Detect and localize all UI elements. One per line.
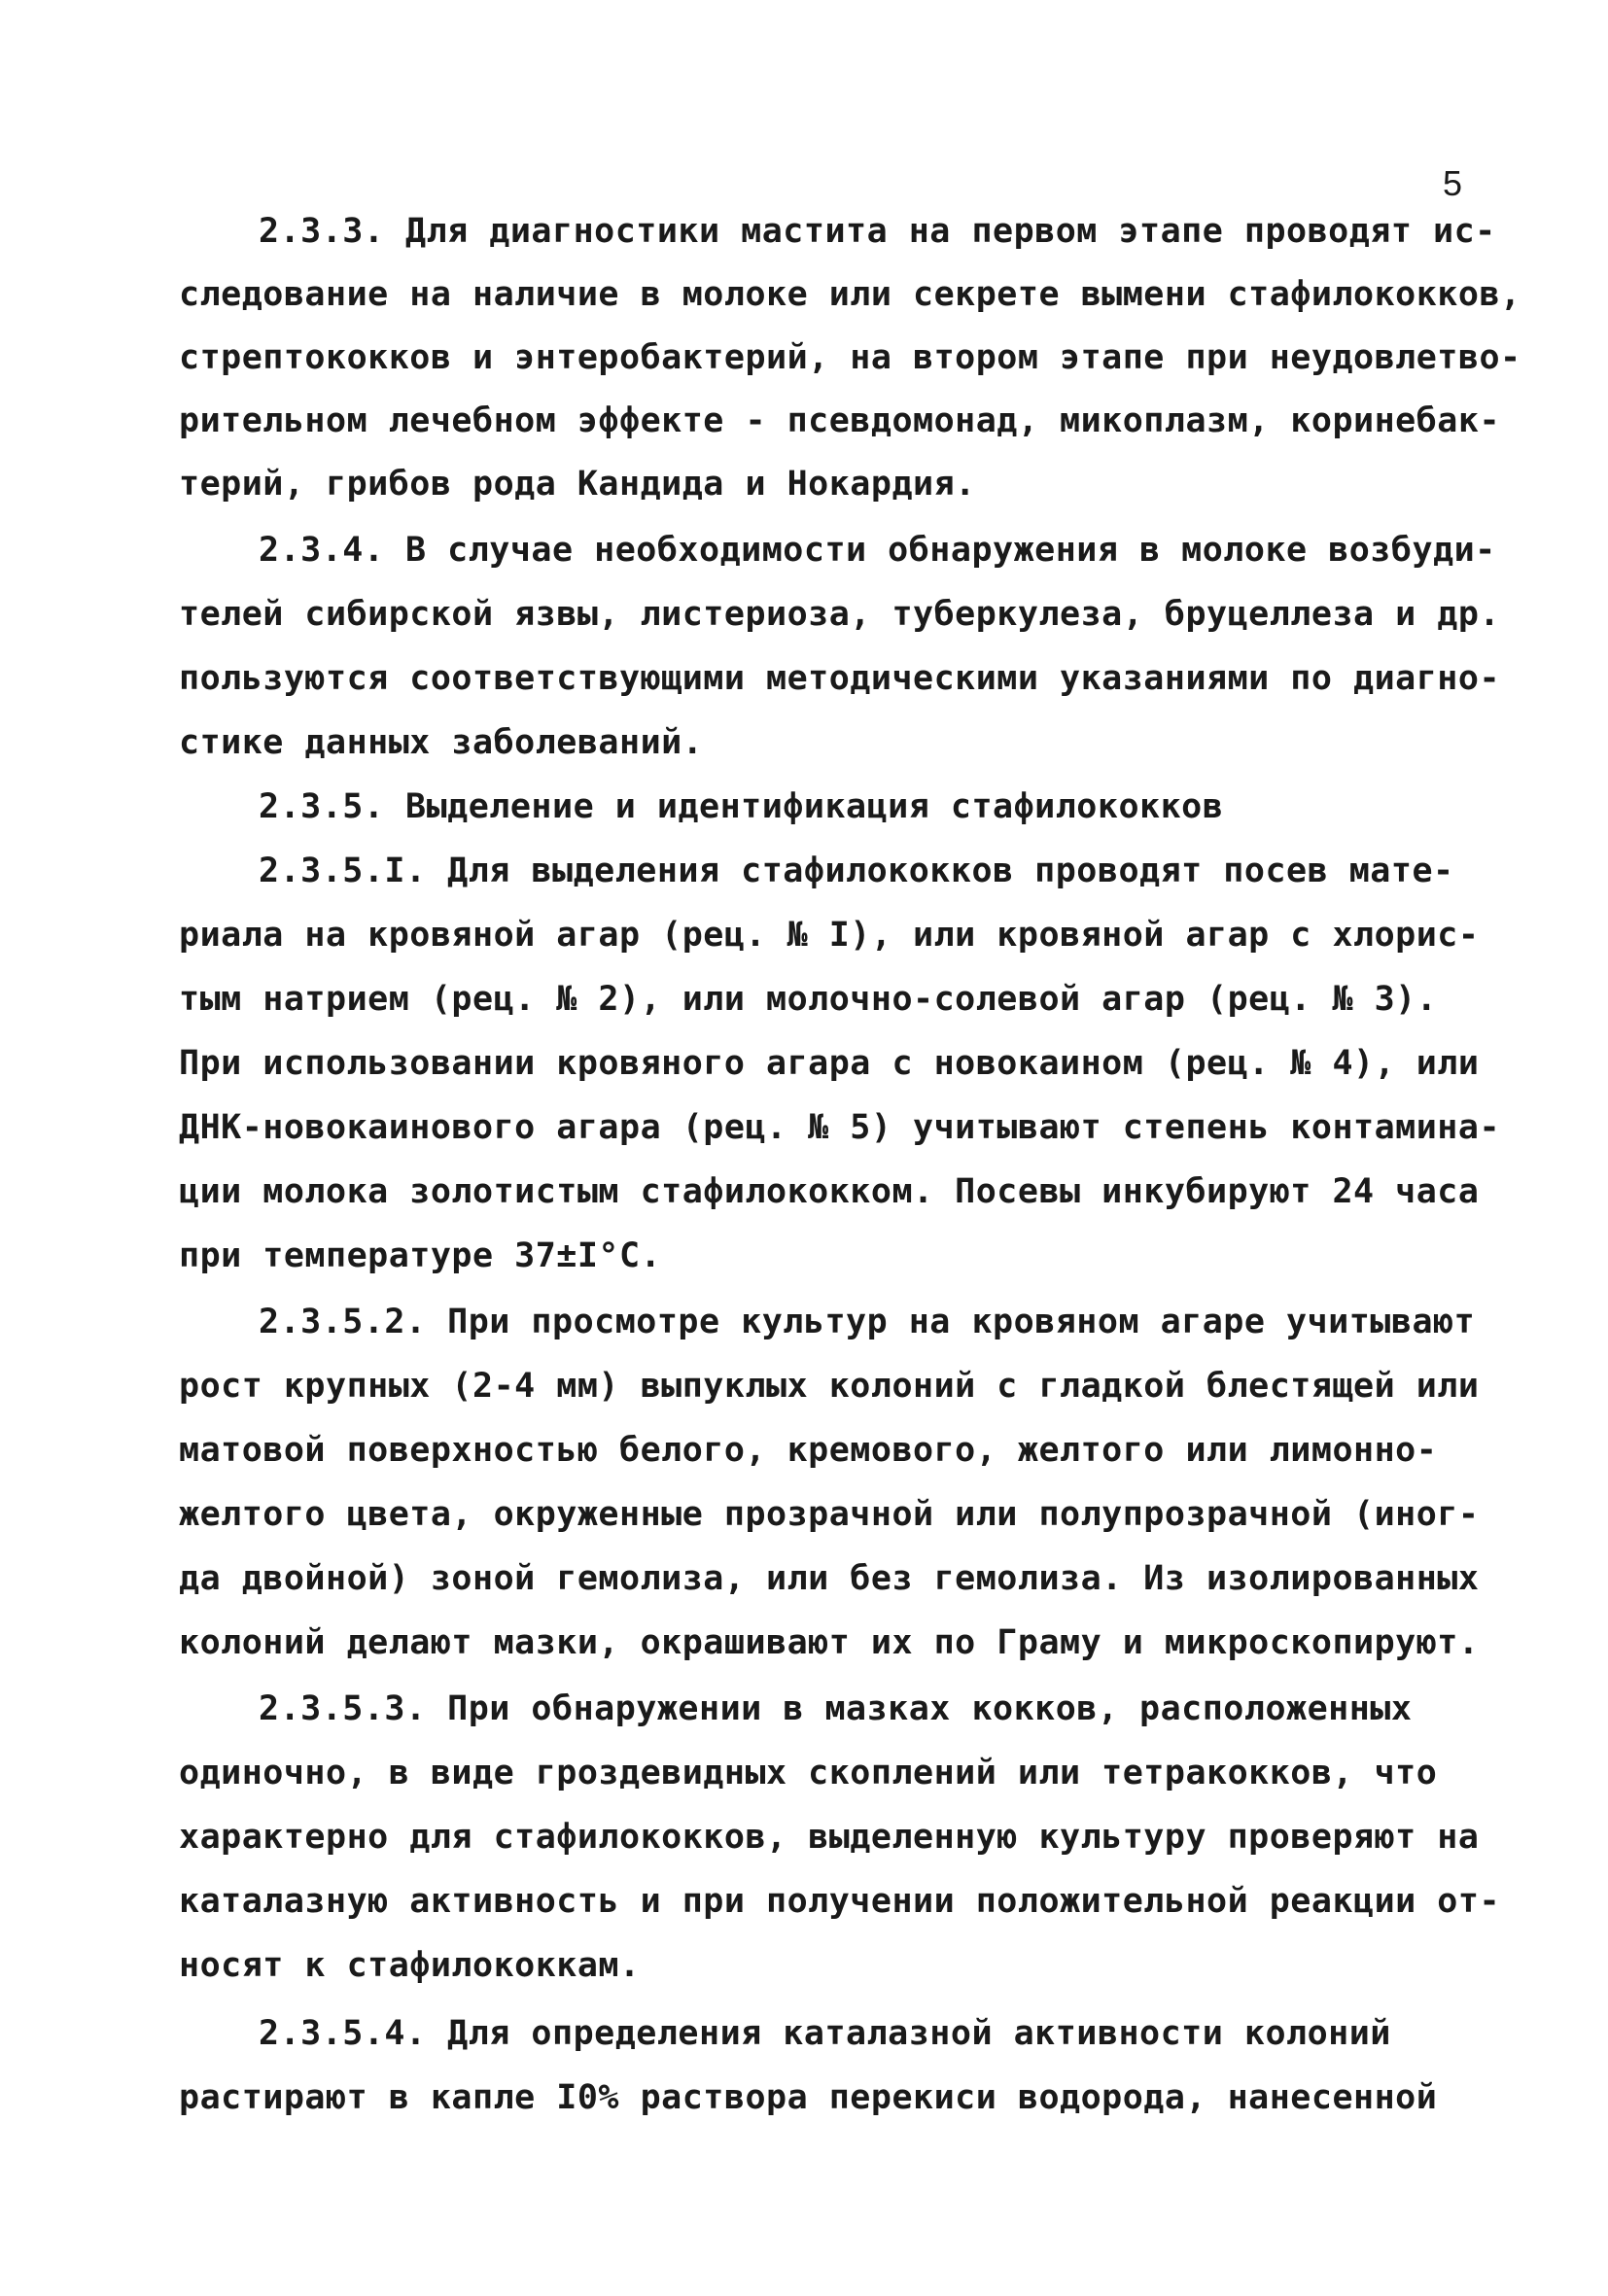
text-line: желтого цвета, окруженные прозрачной или полупрозрачной (иног- <box>179 1495 1480 1534</box>
text-line: терий, грибов рода Кандида и Нокардия. <box>179 465 976 504</box>
section-heading: 2.3.5. Выделение и идентификация стафилококков <box>259 787 1224 826</box>
text-line: стике данных заболеваний. <box>179 723 704 762</box>
text-line: каталазную активность и при получении положительной реакции от- <box>179 1882 1501 1921</box>
page-number: 5 <box>1442 163 1462 203</box>
text-line: риала на кровяной агар (рец. № I), или кровяной агар с хлорис- <box>179 916 1480 955</box>
text-line: тым натрием (рец. № 2), или молочно-солевой агар (рец. № 3). <box>179 980 1438 1019</box>
text-line: да двойной) зоной гемолиза, или без гемолиза. Из изолированных <box>179 1559 1480 1598</box>
text-line: пользуются соответствующими методическими указаниями по диагно- <box>179 659 1501 698</box>
text-line: 2.3.5.2. При просмотре культур на кровяном агаре учитывают <box>259 1303 1476 1341</box>
text-line: При использовании кровяного агара с новокаином (рец. № 4), или <box>179 1044 1480 1083</box>
text-line: 2.3.4. В случае необходимости обнаружения в молоке возбуди- <box>259 531 1496 570</box>
text-line: растирают в капле I0% раствора перекиси водорода, нанесенной <box>179 2078 1438 2117</box>
text-line: носят к стафилококкам. <box>179 1946 641 1985</box>
text-line: матовой поверхностью белого, кремового, желтого или лимонно- <box>179 1431 1438 1470</box>
text-line: 2.3.5.I. Для выделения стафилококков проводят посев мате- <box>259 852 1454 890</box>
text-line: колоний делают мазки, окрашивают их по Граму и микроскопируют. <box>179 1623 1480 1662</box>
text-line: следование на наличие в молоке или секрете вымени стафилококков, <box>179 275 1521 314</box>
text-line: ции молока золотистым стафилококком. Посевы инкубируют 24 часа <box>179 1172 1480 1211</box>
text-line: ДНК-новокаинового агара (рец. № 5) учитывают степень контамина- <box>179 1108 1501 1147</box>
text-line: одиночно, в виде гроздевидных скоплений или тетракокков, что <box>179 1754 1438 1792</box>
text-line: 2.3.5.4. Для определения каталазной активности колоний <box>259 2014 1391 2053</box>
text-line: рост крупных (2-4 мм) выпуклых колоний с гладкой блестящей или <box>179 1367 1480 1406</box>
text-line: 2.3.5.3. При обнаружении в мазках кокков, расположенных <box>259 1689 1413 1728</box>
text-line: стрептококков и энтеробактерий, на втором этапе при неудовлетво- <box>179 338 1521 377</box>
text-line: 2.3.3. Для диагностики мастита на первом этапе проводят ис- <box>259 212 1496 251</box>
text-line: при температуре 37±I°C. <box>179 1236 662 1275</box>
text-line: рительном лечебном эффекте - псевдомонад, микоплазм, коринебак- <box>179 401 1501 440</box>
text-line: характерно для стафилококков, выделенную культуру проверяют на <box>179 1818 1480 1857</box>
text-line: телей сибирской язвы, листериоза, туберкулеза, бруцеллеза и др. <box>179 595 1501 634</box>
